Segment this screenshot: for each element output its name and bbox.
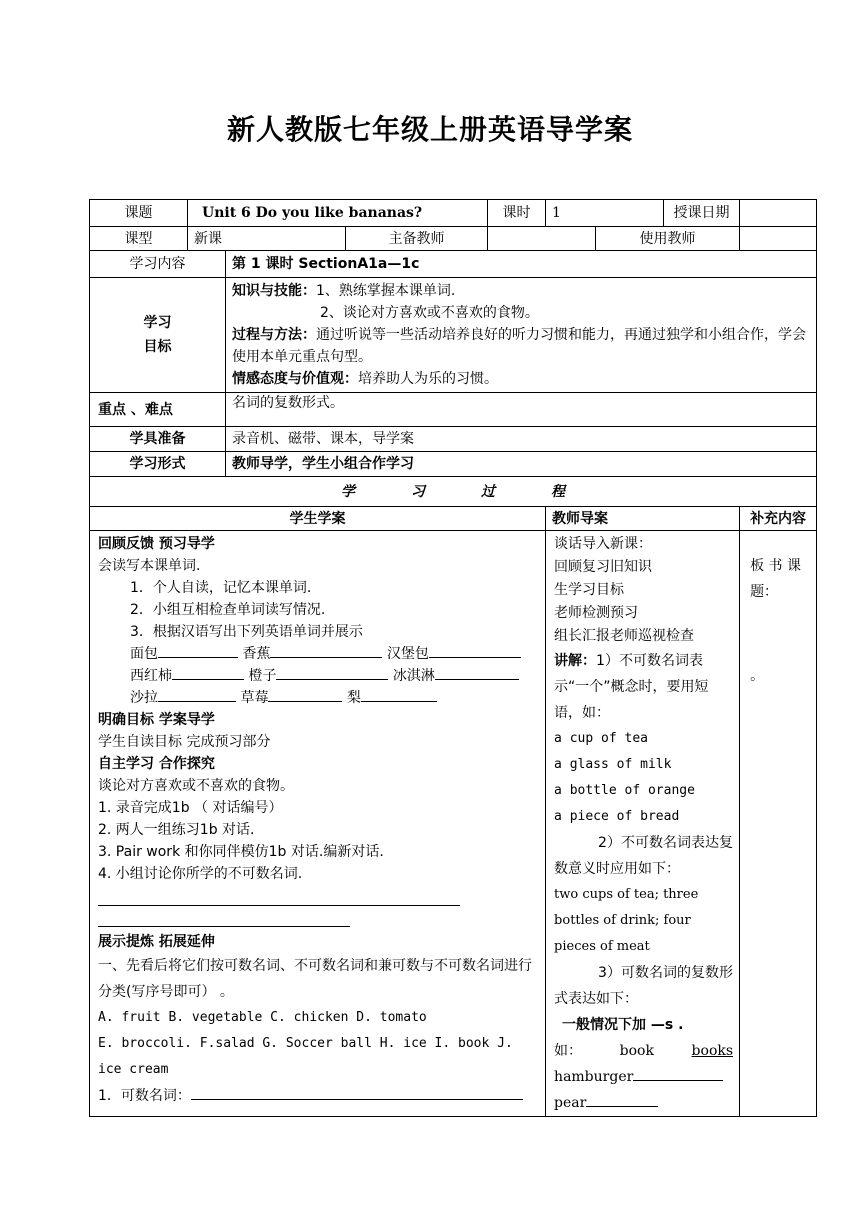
row-type [90,227,817,251]
student-column-header: 学生学案 [90,507,546,531]
row-process-body [90,531,817,1117]
key-points-label: 重点 、难点 [90,393,226,427]
process-heading: 学 习 过 程 [90,477,817,507]
key-points-value: 名词的复数形式。 [226,393,817,427]
row-topic [90,200,817,227]
vocab-row-2: 西红柿 橙子 冰淇淋 [98,665,539,687]
student-plan: 回顾反馈 预习导学 会读写本课单词. 1．个人自读，记忆本课单词. 2．小组互相检查单词读写情况. 3．根据汉语写出下列英语单词并展示 面包 香蕉 汉堡包 西红柿 橙子 冰淇淋 沙拉 草莓 梨 明确目标 学案导学 学生自读目标 完成预习部分 自主学习 合作探究 谈论对方喜欢或不喜欢的食物。 1. 录音完成1b （ 对话编号） 2. 两人一组练习1b 对话. 3. Pair work 和你同伴模仿1b 对话.编新对话. 4. 小组讨论你所学的不可数名词. 展示提炼 拓展延伸 一、先看后将它们按可数名词、不可数名词和兼可数与不可数名词进行分类(写序号即可） 。 A. fruit B. vegetable C. chicken D. tomato E. broccoli. F.salad G. Soccer ball H. ice I. book J. ice cream 1．可数名词： [90,531,546,1117]
row-form [90,452,817,477]
extra-column-header: 补充内容 [740,507,817,531]
row-key-points [90,393,817,427]
teacher-column-header: 教师导案 [546,507,740,531]
period-label: 课时 [488,200,546,227]
goals-content: 知识与技能：1、熟练掌握本课单词. 2、谈论对方喜欢或不喜欢的食物。 过程与方法：通过听说等一些活动培养良好的听力习惯和能力，再通过独学和小组合作，学会使用本单元重点句型。 情感态度与价值观：培养助人为乐的习惯。 [226,278,817,393]
period-value: 1 [546,200,664,227]
type-value: 新课 [188,227,346,251]
tools-value: 录音机、磁带、课本，导学案 [226,427,817,452]
content-value: 第 1 课时 SectionA1a—1c [226,251,817,278]
row-tools [90,427,817,452]
row-column-headers [90,507,817,531]
form-label: 学习形式 [90,452,226,477]
form-value: 教师导学，学生小组合作学习 [226,452,817,477]
row-goals [90,278,817,393]
document-title: 新人教版七年级上册英语导学案 [226,113,633,146]
user-teacher-value [740,227,817,251]
answer-line [98,887,460,906]
content-label: 学习内容 [90,251,226,278]
lead-teacher-value [488,227,596,251]
topic-value: Unit 6 Do you like bananas? [188,200,488,227]
tools-label: 学具准备 [90,427,226,452]
date-value [740,200,817,227]
vocab-row-1: 面包 香蕉 汉堡包 [98,643,539,665]
teacher-plan: 谈话导入新课： 回顾复习旧知识 生学习目标 老师检测预习 组长汇报老师巡视检查 讲解：1）不可数名词表示“一个”概念时，要用短语，如： a cup of tea a glass of milk a bottle of orange a piece of bread 2）不可数名词表达复数意义时应用如下： two cups of tea; three bottles of drink; four pieces of meat 3）可数名词的复数形式表达如下： 一般情况下加 —s . 如： book books hamburger pear [546,531,740,1117]
goals-label: 学习 目标 [90,278,226,393]
lead-teacher-label: 主备教师 [346,227,488,251]
user-teacher-label: 使用教师 [596,227,740,251]
row-content [90,251,817,278]
date-label: 授课日期 [664,200,740,227]
answer-line [98,908,350,927]
row-process-heading [90,477,817,507]
type-label: 课型 [90,227,188,251]
topic-label: 课题 [90,200,188,227]
lesson-plan-table [89,199,817,1117]
extra-content: 板 书 课 题： 。 [740,531,817,1117]
vocab-row-3: 沙拉 草莓 梨 [98,687,539,709]
